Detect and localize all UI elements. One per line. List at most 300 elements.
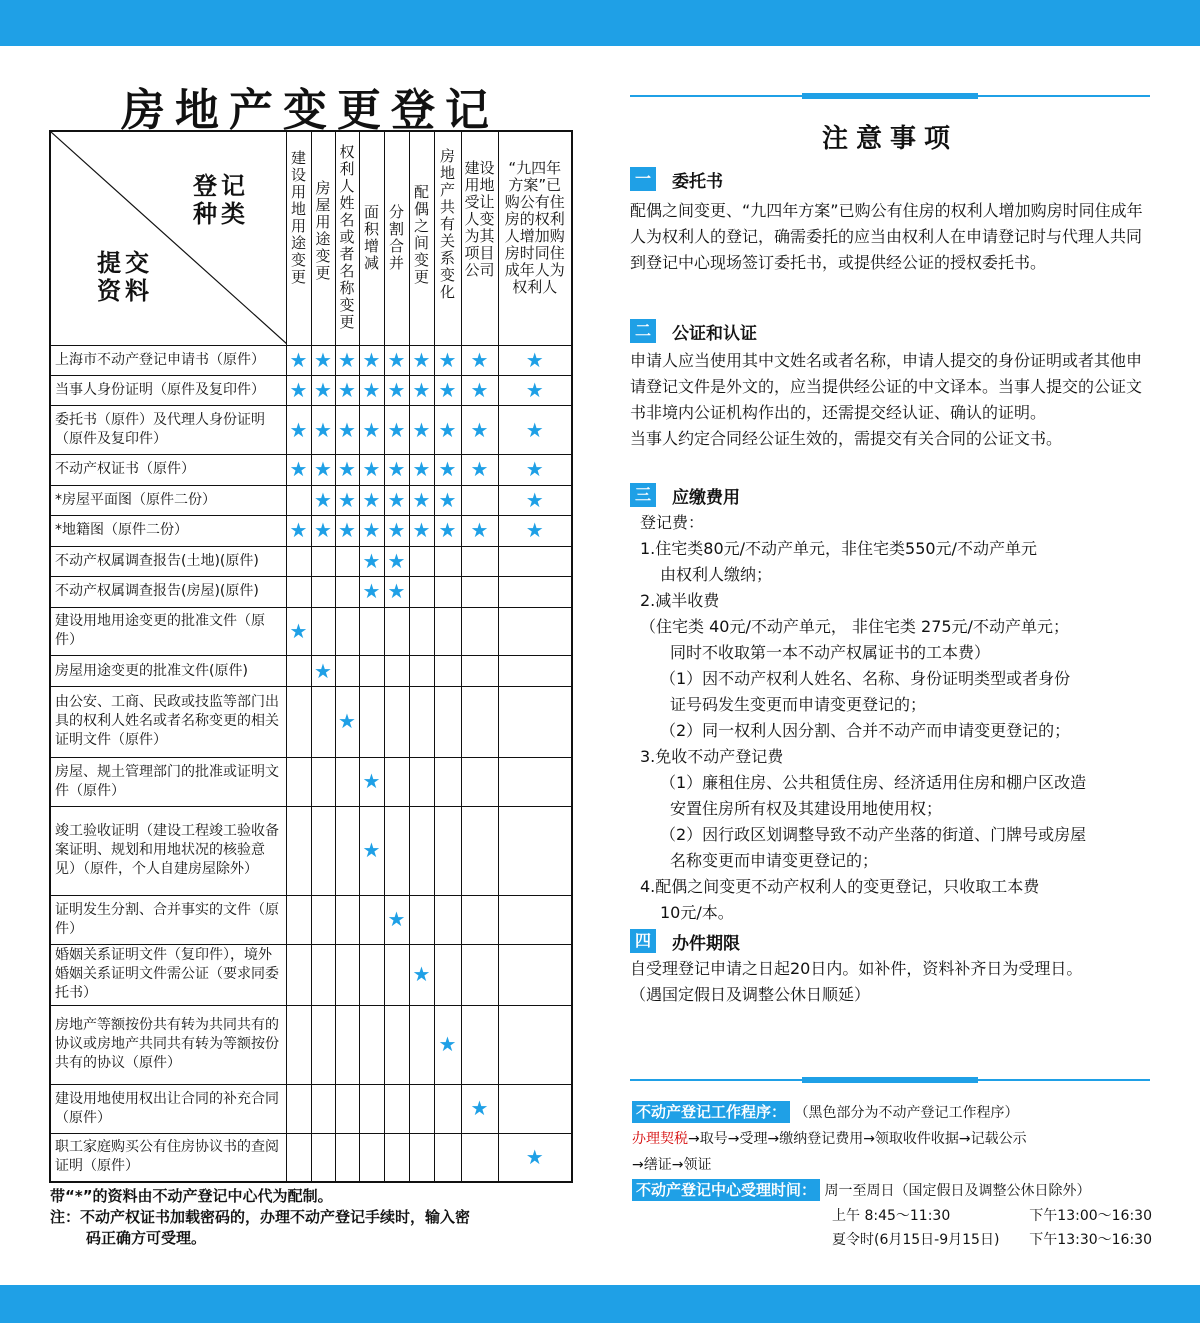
mark-cell <box>359 656 384 686</box>
material-name: 房屋、规土管理部门的批准或证明文件（原件） <box>50 757 286 806</box>
mark-cell <box>409 607 434 656</box>
table-row <box>50 656 572 686</box>
mark-cell <box>359 546 384 576</box>
star-icon: ★ <box>525 487 544 512</box>
mark-cell <box>384 686 409 757</box>
mark-cell <box>311 944 335 1005</box>
star-icon: ★ <box>387 487 406 512</box>
mark-cell <box>434 607 461 656</box>
bottom-band <box>0 1285 1200 1323</box>
mark-cell <box>498 895 572 944</box>
mark-cell <box>498 607 572 656</box>
star-icon: ★ <box>525 518 544 543</box>
section-number: 一 <box>630 167 656 191</box>
notes-top-rule <box>630 95 1150 97</box>
fee-line: （2）同一权利人因分割、合并不动产而申请变更登记的； <box>660 721 1071 740</box>
material-name: 建设用地使用权出让合同的补充合同（原件） <box>50 1084 286 1133</box>
mark-cell <box>409 1133 434 1182</box>
mark-cell <box>434 455 461 485</box>
mark-cell <box>286 546 311 576</box>
star-icon: ★ <box>438 487 457 512</box>
table-row <box>50 944 572 1005</box>
page-title: 房地产变更登记 <box>121 85 499 136</box>
star-icon: ★ <box>412 962 431 987</box>
section-fees <box>630 482 1160 926</box>
mark-cell <box>286 1133 311 1182</box>
mark-cell <box>359 686 384 757</box>
mark-cell <box>311 806 335 895</box>
material-name: 房地产等额按份共有转为共同共有的协议或房地产共同共有转为等额按份共有的协议（原件） <box>50 1005 286 1084</box>
table-row <box>50 686 572 757</box>
mark-cell <box>498 1133 572 1182</box>
mark-cell <box>384 485 409 515</box>
star-icon: ★ <box>470 378 489 403</box>
material-name: *房屋平面图（原件二份） <box>50 485 286 515</box>
table-row <box>50 485 572 515</box>
mark-cell <box>461 895 498 944</box>
star-icon: ★ <box>438 457 457 482</box>
mark-cell <box>384 406 409 455</box>
star-icon: ★ <box>412 457 431 482</box>
star-icon: ★ <box>412 378 431 403</box>
mark-cell <box>335 345 359 375</box>
mark-cell <box>384 944 409 1005</box>
fee-line: 2.减半收费 <box>640 591 720 610</box>
mark-cell <box>409 375 434 405</box>
materials-label: 提交 资料 <box>97 249 153 305</box>
mark-cell <box>311 757 335 806</box>
mark-cell <box>384 757 409 806</box>
procedure-note: （黑色部分为不动产登记工作程序） <box>794 1105 1019 1121</box>
mark-cell <box>335 1005 359 1084</box>
star-icon: ★ <box>314 378 332 403</box>
star-icon: ★ <box>525 378 544 403</box>
mark-cell <box>359 345 384 375</box>
mark-cell <box>434 895 461 944</box>
mark-cell <box>409 1084 434 1133</box>
table-row <box>50 345 572 375</box>
mark-cell <box>409 806 434 895</box>
mark-cell <box>434 406 461 455</box>
star-icon: ★ <box>338 518 356 543</box>
star-icon: ★ <box>387 457 406 482</box>
section-number: 三 <box>630 483 656 507</box>
mark-cell <box>461 944 498 1005</box>
header-row <box>50 131 572 345</box>
mark-cell <box>461 577 498 607</box>
top-band <box>0 0 1200 46</box>
section-text: 配偶之间变更、“九四年方案”已购公有住房的权利人增加购房时同住成年人为权利人的登记，确需委托的应当由权利人在申请登记时与代理人共同到登记中心现场签订委托书，或提供经公证的授权委托书。 <box>630 201 1143 272</box>
mark-cell <box>286 1005 311 1084</box>
fee-line: 证号码发生变更而申请变更登记的； <box>670 695 927 714</box>
star-icon: ★ <box>314 518 332 543</box>
mark-cell <box>359 944 384 1005</box>
mark-cell <box>498 546 572 576</box>
mark-cell <box>461 686 498 757</box>
star-icon: ★ <box>438 417 457 442</box>
star-icon: ★ <box>338 457 356 482</box>
mark-cell <box>461 607 498 656</box>
mark-cell <box>359 895 384 944</box>
mark-cell <box>335 1133 359 1182</box>
star-icon: ★ <box>412 518 431 543</box>
mark-cell <box>335 686 359 757</box>
fee-line: 安置住房所有权及其建设用地使用权； <box>670 799 943 818</box>
star-icon: ★ <box>289 347 308 372</box>
mark-cell <box>311 1084 335 1133</box>
mark-cell <box>335 406 359 455</box>
star-icon: ★ <box>362 548 381 573</box>
section-text: 当事人约定合同经公证生效的，需提交有关合同的公证文书。 <box>630 429 1063 448</box>
mark-cell <box>461 406 498 455</box>
mark-cell <box>434 806 461 895</box>
star-icon: ★ <box>314 487 332 512</box>
mark-cell <box>461 656 498 686</box>
star-icon: ★ <box>412 417 431 442</box>
material-name: 证明发生分割、合并事实的文件（原件） <box>50 895 286 944</box>
material-name: 婚姻关系证明文件（复印件），境外婚姻关系证明文件需公证（要求同委托书） <box>50 944 286 1005</box>
mark-cell <box>359 806 384 895</box>
table-corner <box>50 131 286 345</box>
mark-cell <box>384 455 409 485</box>
mark-cell <box>498 455 572 485</box>
mark-cell <box>498 757 572 806</box>
section-title: 应缴费用 <box>672 487 740 508</box>
mark-cell <box>359 375 384 405</box>
star-icon: ★ <box>470 417 489 442</box>
star-icon: ★ <box>525 457 544 482</box>
mark-cell <box>311 1133 335 1182</box>
material-name: 房屋用途变更的批准文件(原件) <box>50 656 286 686</box>
mark-cell <box>498 485 572 515</box>
mark-cell <box>335 546 359 576</box>
mark-cell <box>434 656 461 686</box>
mark-cell <box>461 546 498 576</box>
mark-cell <box>335 375 359 405</box>
mark-cell <box>311 577 335 607</box>
mark-cell <box>498 806 572 895</box>
mark-cell <box>286 895 311 944</box>
mark-cell <box>461 375 498 405</box>
column-header: 权利人姓名或者名称变更 <box>335 131 359 345</box>
fee-line: 1.住宅类80元/不动产单元，非住宅类550元/不动产单元 <box>640 539 1037 558</box>
section-text: 自受理登记申请之日起20日内。如补件，资料补齐日为受理日。 <box>630 959 1083 978</box>
mark-cell <box>286 455 311 485</box>
mark-cell <box>498 345 572 375</box>
star-icon: ★ <box>314 417 332 442</box>
star-icon: ★ <box>338 417 356 442</box>
mark-cell <box>286 757 311 806</box>
column-header: 建设用地受让人变为其项目公司 <box>461 131 498 345</box>
mark-cell <box>409 345 434 375</box>
corner-diagonal <box>51 132 287 346</box>
mark-cell <box>461 806 498 895</box>
fee-line: 由权利人缴纳； <box>660 565 773 584</box>
star-icon: ★ <box>289 518 308 543</box>
mark-cell <box>286 406 311 455</box>
hours-summer-pm: 下午13:30～16:30 <box>1029 1232 1152 1248</box>
mark-cell <box>359 406 384 455</box>
mark-cell <box>286 375 311 405</box>
star-icon: ★ <box>387 518 406 543</box>
material-name: 竣工验收证明（建设工程竣工验收备案证明、规划和用地状况的核验意见）（原件，个人自建房屋除外） <box>50 806 286 895</box>
material-name: 由公安、工商、民政或技监等部门出具的权利人姓名或者名称变更的相关证明文件（原件） <box>50 686 286 757</box>
mark-cell <box>335 1084 359 1133</box>
star-icon: ★ <box>362 579 381 604</box>
mark-cell <box>384 345 409 375</box>
table-row <box>50 455 572 485</box>
mark-cell <box>384 1084 409 1133</box>
mark-cell <box>409 546 434 576</box>
mark-cell <box>498 1084 572 1133</box>
mark-cell <box>335 895 359 944</box>
mark-cell <box>498 1005 572 1084</box>
mark-cell <box>359 607 384 656</box>
mark-cell <box>461 757 498 806</box>
mark-cell <box>359 516 384 546</box>
mark-cell <box>498 656 572 686</box>
mark-cell <box>434 1005 461 1084</box>
fee-line: 4.配偶之间变更不动产权利人的变更登记，只收取工本费 <box>640 877 1040 896</box>
column-header: “九四年方案”已购公有住房的权利人增加购房时同住成年人为权利人 <box>498 131 572 345</box>
star-icon: ★ <box>314 347 332 372</box>
table-row <box>50 1005 572 1084</box>
mark-cell <box>409 406 434 455</box>
mark-cell <box>409 656 434 686</box>
table-row <box>50 546 572 576</box>
mark-cell <box>409 516 434 546</box>
mark-cell <box>384 577 409 607</box>
mark-cell <box>461 455 498 485</box>
mark-cell <box>311 485 335 515</box>
mark-cell <box>498 375 572 405</box>
column-header: 分割合并 <box>384 131 409 345</box>
star-icon: ★ <box>438 378 457 403</box>
mark-cell <box>286 686 311 757</box>
mark-cell <box>335 455 359 485</box>
mark-cell <box>311 1005 335 1084</box>
star-icon: ★ <box>387 378 406 403</box>
table-row <box>50 1084 572 1133</box>
table-row <box>50 607 572 656</box>
mark-cell <box>498 406 572 455</box>
section-text: （遇国定假日及调整公休日顺延） <box>630 985 871 1004</box>
footnote-password: 注：不动产权证书加载密码的，办理不动产登记手续时，输入密 <box>50 1208 471 1226</box>
mark-cell <box>409 895 434 944</box>
star-icon: ★ <box>438 518 457 543</box>
fee-line: 名称变更而申请变更登记的； <box>670 851 879 870</box>
mark-cell <box>335 607 359 656</box>
mark-cell <box>409 757 434 806</box>
mark-cell <box>384 375 409 405</box>
mark-cell <box>335 485 359 515</box>
star-icon: ★ <box>470 347 489 372</box>
table-row <box>50 1133 572 1182</box>
mark-cell <box>384 806 409 895</box>
star-icon: ★ <box>314 658 332 683</box>
mark-cell <box>434 546 461 576</box>
section-notarization <box>630 318 1160 452</box>
mark-cell <box>359 1005 384 1084</box>
star-icon: ★ <box>362 417 381 442</box>
mark-cell <box>384 1005 409 1084</box>
hours-text: 周一至周日（国定假日及调整公休日除外） <box>824 1183 1091 1199</box>
mark-cell <box>311 345 335 375</box>
mark-cell <box>434 757 461 806</box>
mark-cell <box>286 656 311 686</box>
star-icon: ★ <box>412 347 431 372</box>
mark-cell <box>286 345 311 375</box>
mark-cell <box>286 516 311 546</box>
column-header: 房地产共有关系变化 <box>434 131 461 345</box>
mark-cell <box>311 686 335 757</box>
star-icon: ★ <box>470 457 489 482</box>
mark-cell <box>311 546 335 576</box>
fee-line: 10元/本。 <box>660 903 734 922</box>
star-icon: ★ <box>525 347 544 372</box>
star-icon: ★ <box>314 457 332 482</box>
mark-cell <box>498 686 572 757</box>
mark-cell <box>461 1005 498 1084</box>
column-header: 配偶之间变更 <box>409 131 434 345</box>
star-icon: ★ <box>362 518 381 543</box>
mark-cell <box>384 516 409 546</box>
section-text: 申请人应当使用其中文姓名或者名称，申请人提交的身份证明或者其他申请登记文件是外文的，应当提供经公证的中文译本。当事人提交的公证文书非境内公证机构作出的，还需提交经认证、确认的证明。 <box>630 351 1143 422</box>
footnote-password-cont: 码正确方可受理。 <box>86 1229 207 1247</box>
section-title: 公证和认证 <box>672 323 757 344</box>
fee-line: 同时不收取第一本不动产权属证书的工本费） <box>670 643 991 662</box>
mark-cell <box>461 1133 498 1182</box>
star-icon: ★ <box>387 548 406 573</box>
mark-cell <box>384 1133 409 1182</box>
procedure-steps-2: →缮证→领证 <box>632 1157 712 1173</box>
mark-cell <box>311 607 335 656</box>
mark-cell <box>311 516 335 546</box>
fee-line: （住宅类 40元/不动产单元， 非住宅类 275元/不动产单元； <box>640 617 1069 636</box>
star-icon: ★ <box>338 378 356 403</box>
mark-cell <box>461 345 498 375</box>
mark-cell <box>434 375 461 405</box>
mark-cell <box>311 455 335 485</box>
procedure-box <box>632 1100 1172 1252</box>
table-row <box>50 757 572 806</box>
column-header: 面积增减 <box>359 131 384 345</box>
fee-line: 3.免收不动产登记费 <box>640 747 784 766</box>
star-icon: ★ <box>289 378 308 403</box>
mark-cell <box>311 656 335 686</box>
section-title: 办件期限 <box>672 933 740 954</box>
material-name: 建设用地用途变更的批准文件（原件） <box>50 607 286 656</box>
star-icon: ★ <box>470 1096 489 1121</box>
table-row <box>50 406 572 455</box>
mark-cell <box>498 577 572 607</box>
star-icon: ★ <box>387 417 406 442</box>
star-icon: ★ <box>338 487 356 512</box>
section-number: 四 <box>630 929 656 953</box>
mark-cell <box>434 1084 461 1133</box>
mark-cell <box>359 455 384 485</box>
fee-line: （2）因行政区划调整导致不动产坐落的街道、门牌号或房屋 <box>660 825 1087 844</box>
material-name: 不动产权证书（原件） <box>50 455 286 485</box>
star-icon: ★ <box>362 769 381 794</box>
table-row <box>50 806 572 895</box>
mark-cell <box>434 345 461 375</box>
material-name: 不动产权属调查报告(土地)(原件) <box>50 546 286 576</box>
table-row <box>50 375 572 405</box>
table-row <box>50 577 572 607</box>
mark-cell <box>359 577 384 607</box>
mark-cell <box>409 1005 434 1084</box>
mark-cell <box>359 757 384 806</box>
procedure-top-rule <box>630 1079 1150 1081</box>
mark-cell <box>409 686 434 757</box>
table-footnotes <box>50 1186 590 1249</box>
star-icon: ★ <box>362 838 381 863</box>
star-icon: ★ <box>362 378 381 403</box>
mark-cell <box>286 806 311 895</box>
section-processing-time <box>630 928 1160 1008</box>
star-icon: ★ <box>289 457 308 482</box>
star-icon: ★ <box>362 347 381 372</box>
material-name: 上海市不动产登记申请书（原件） <box>50 345 286 375</box>
hours-label: 不动产登记中心受理时间： <box>632 1179 820 1201</box>
column-header: 房屋用途变更 <box>311 131 335 345</box>
material-name: 委托书（原件）及代理人身份证明（原件及复印件） <box>50 406 286 455</box>
mark-cell <box>311 375 335 405</box>
mark-cell <box>409 577 434 607</box>
star-icon: ★ <box>387 579 406 604</box>
mark-cell <box>384 656 409 686</box>
material-name: 不动产权属调查报告(房屋)(原件) <box>50 577 286 607</box>
footnote-star: 带“*”的资料由不动产登记中心代为配制。 <box>50 1187 333 1205</box>
material-name: 当事人身份证明（原件及复印件） <box>50 375 286 405</box>
mark-cell <box>384 546 409 576</box>
mark-cell <box>434 944 461 1005</box>
table-row <box>50 516 572 546</box>
star-icon: ★ <box>387 907 406 932</box>
mark-cell <box>384 607 409 656</box>
hours-pm: 下午13:00～16:30 <box>1029 1208 1152 1224</box>
fee-line: （1）因不动产权利人姓名、名称、身份证明类型或者身份 <box>660 669 1071 688</box>
mark-cell <box>286 485 311 515</box>
column-header: 建设用地用途变更 <box>286 131 311 345</box>
mark-cell <box>434 485 461 515</box>
mark-cell <box>434 1133 461 1182</box>
star-icon: ★ <box>338 709 356 734</box>
notes-title: 注意事项 <box>821 124 958 154</box>
mark-cell <box>286 1084 311 1133</box>
star-icon: ★ <box>387 347 406 372</box>
mark-cell <box>335 806 359 895</box>
star-icon: ★ <box>438 347 457 372</box>
mark-cell <box>335 944 359 1005</box>
materials-table <box>49 130 573 1183</box>
mark-cell <box>498 516 572 546</box>
material-name: 职工家庭购买公有住房协议书的查阅证明（原件） <box>50 1133 286 1182</box>
procedure-red-step: 办理契税 <box>632 1131 688 1147</box>
table-row <box>50 895 572 944</box>
mark-cell <box>384 895 409 944</box>
mark-cell <box>409 944 434 1005</box>
procedure-label: 不动产登记工作程序： <box>632 1101 790 1123</box>
star-icon: ★ <box>438 1032 457 1057</box>
section-title: 委托书 <box>672 171 723 192</box>
mark-cell <box>409 455 434 485</box>
star-icon: ★ <box>525 1144 544 1169</box>
mark-cell <box>359 1084 384 1133</box>
star-icon: ★ <box>470 518 489 543</box>
star-icon: ★ <box>362 487 381 512</box>
